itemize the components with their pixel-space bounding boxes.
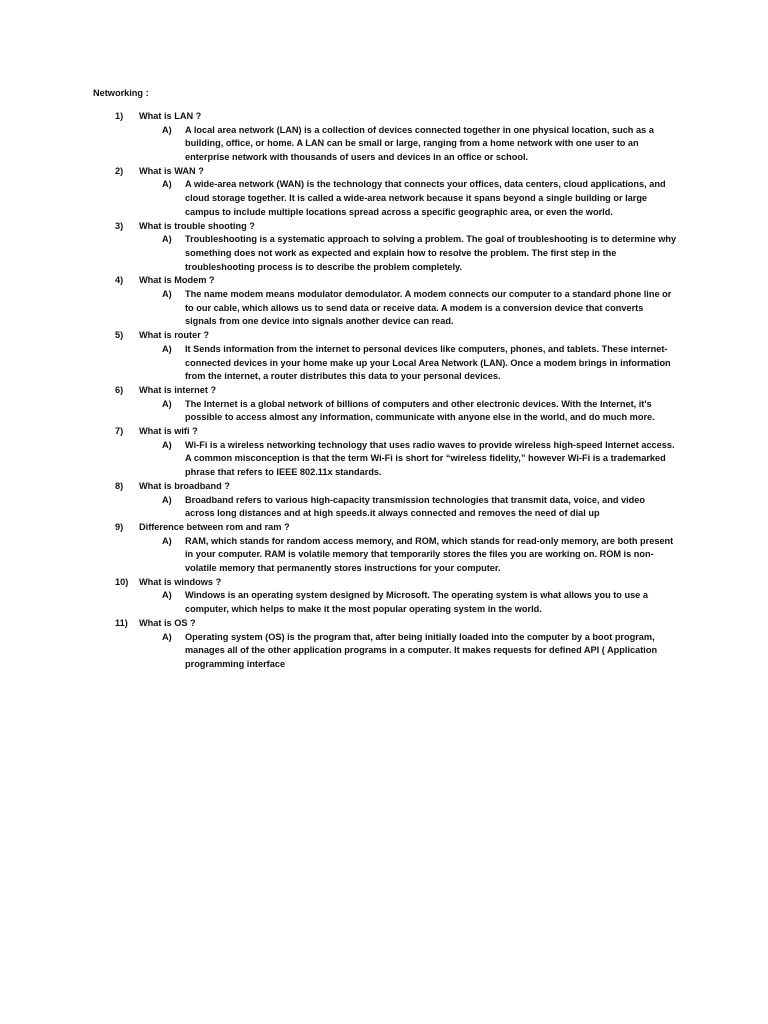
question-row <box>0 274 768 288</box>
question-text: What is trouble shooting ? <box>139 220 255 231</box>
answer-block <box>0 343 768 384</box>
qa-item <box>0 480 768 521</box>
question-number: 1) <box>115 111 124 121</box>
question-row <box>0 110 768 124</box>
qa-item <box>0 617 768 672</box>
question-text: Difference between rom and ram ? <box>139 521 290 532</box>
qa-item <box>0 576 768 617</box>
answer-label: A) <box>162 535 172 546</box>
question-number: 8) <box>115 480 124 491</box>
answer-block <box>0 178 768 219</box>
question-text: What is LAN ? <box>139 111 202 121</box>
question-text: What is windows ? <box>139 576 222 587</box>
answer-block <box>0 124 768 165</box>
answer-block <box>0 398 768 425</box>
qa-item <box>0 521 768 576</box>
answer-block <box>0 233 768 274</box>
question-number: 4) <box>115 275 124 286</box>
question-text: What is wifi ? <box>139 426 198 437</box>
question-row <box>0 521 768 535</box>
document-title: Networking : <box>93 88 149 98</box>
question-number: 5) <box>115 330 124 341</box>
answer-label: A) <box>162 234 172 245</box>
answer-label: A) <box>162 124 172 135</box>
question-row <box>0 425 768 439</box>
qa-item <box>0 329 768 384</box>
question-text: What is WAN ? <box>139 165 204 176</box>
answer-label: A) <box>162 343 172 354</box>
answer-block <box>0 494 768 521</box>
answer-text: Troubleshooting is a systematic approach to solving a problem. The goal of troubleshooting is to determine why something does not work as expected and explain how to resolve the problem. The first step in the troubleshooting process is to describe the problem completely. <box>185 234 677 272</box>
question-text: What is Modem ? <box>139 275 215 286</box>
question-row <box>0 329 768 343</box>
question-number: 6) <box>115 384 124 395</box>
question-number: 9) <box>115 521 124 532</box>
answer-text: Broadband refers to various high-capacity transmission technologies that transmit data, voice, and video across long distances and at high speeds.it always connected and removes the need of dial up <box>185 494 645 519</box>
question-text: What is broadband ? <box>139 480 230 491</box>
answer-label: A) <box>162 590 172 601</box>
answer-text: Operating system (OS) is the program that, after being initially loaded into the computer by a boot program, manages all of the other application programs in a computer. It makes requests for defined API ( Application programming interface <box>185 631 658 669</box>
qa-item <box>0 165 768 220</box>
question-number: 7) <box>115 426 124 437</box>
answer-text: A local area network (LAN) is a collection of devices connected together in one physical location, such as a building, office, or home. A LAN can be small or large, ranging from a home network with one user to an enterprise network with thousands of users and devices in an office or school. <box>185 124 654 163</box>
answer-label: A) <box>162 179 172 190</box>
qa-item <box>0 274 768 329</box>
answer-text: The name modem means modulator demodulator. A modem connects our computer to a standard phone line or to our cable, which allows us to send data or receive data. A modem is a conversion device that converts signals from one device into signals another device can read. <box>185 289 672 327</box>
question-text: What is internet ? <box>139 384 217 395</box>
answer-label: A) <box>162 398 172 409</box>
answer-text: A wide-area network (WAN) is the technology that connects your offices, data centers, cloud applications, and cloud storage together. It is called a wide-area network because it spans beyond a single building or large campus to include multiple locations spread across a specific geographic area, or even the world. <box>185 179 666 217</box>
question-row <box>0 165 768 179</box>
question-number: 11) <box>115 617 128 628</box>
answer-label: A) <box>162 439 172 450</box>
question-row <box>0 220 768 234</box>
answer-text: It Sends information from the internet to personal devices like computers, phones, and tablets. These internet-connected devices in your home make up your Local Area Network (LAN). Once a modem brings in information from the internet, a router distributes this data to your personal devices. <box>185 343 671 382</box>
question-number: 3) <box>115 220 124 231</box>
answer-block <box>0 589 768 616</box>
question-number: 2) <box>115 165 124 176</box>
answer-text: The Internet is a global network of billions of computers and other electronic devices. With the Internet, it's possible to access almost any information, communicate with anyone else in the world, and do much more. <box>185 398 655 423</box>
question-row <box>0 480 768 494</box>
answer-text: Windows is an operating system designed by Microsoft. The operating system is what allows you to use a computer, which helps to make it the most popular operating system in the world. <box>185 590 648 615</box>
qa-item <box>0 384 768 425</box>
answer-text: RAM, which stands for random access memory, and ROM, which stands for read-only memory, are both present in your computer. RAM is volatile memory that temporarily stores the files you are working on. ROM is non-volatile memory that permanently stores instructions for your computer. <box>185 535 674 574</box>
qa-item <box>0 220 768 275</box>
question-text: What is OS ? <box>139 617 196 628</box>
question-text: What is router ? <box>139 330 209 341</box>
answer-label: A) <box>162 289 172 300</box>
answer-block <box>0 535 768 576</box>
qa-list <box>0 110 768 672</box>
question-row <box>0 617 768 631</box>
qa-item <box>0 110 768 165</box>
answer-text: Wi-Fi is a wireless networking technology that uses radio waves to provide wireless high-speed Internet access. A common misconception is that the term Wi-Fi is short for “wireless fidelity,” however Wi-Fi is a trademarked phrase that refers to IEEE 802.11x standards. <box>185 439 675 478</box>
question-row <box>0 576 768 590</box>
answer-block <box>0 288 768 329</box>
question-row <box>0 384 768 398</box>
answer-block <box>0 439 768 480</box>
question-number: 10) <box>115 576 129 587</box>
answer-block <box>0 631 768 672</box>
answer-label: A) <box>162 494 172 505</box>
qa-item <box>0 425 768 480</box>
answer-label: A) <box>162 631 172 642</box>
